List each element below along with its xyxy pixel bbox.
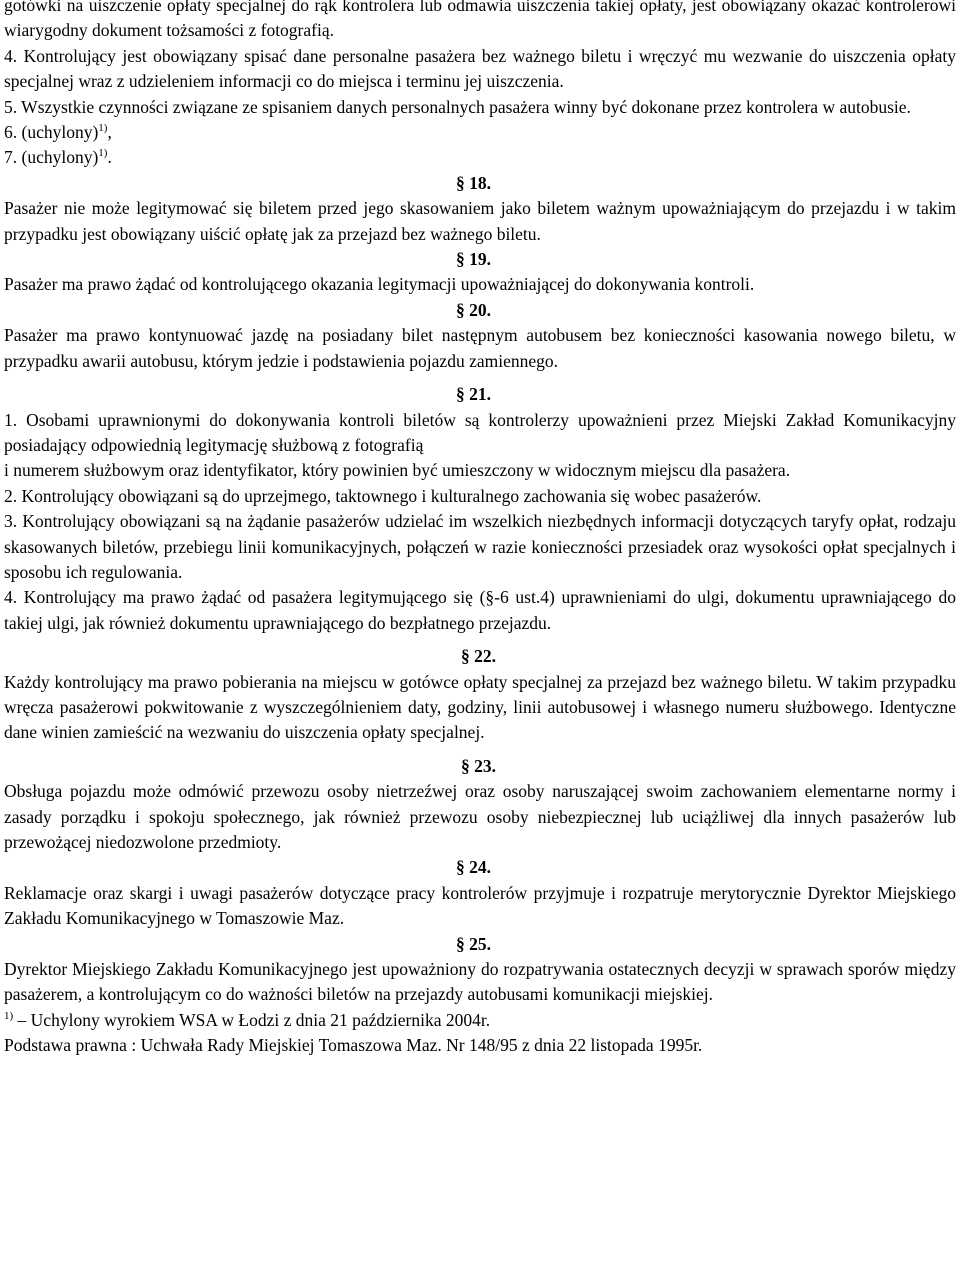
legal-basis: Podstawa prawna : Uchwała Rady Miejskiej Tomaszowa Maz. Nr 148/95 z dnia 22 listopada 1995r. bbox=[4, 1035, 703, 1056]
footnote-marker: 1) bbox=[4, 1010, 14, 1023]
section-number: 20. bbox=[469, 299, 491, 320]
section-sign-icon: § bbox=[461, 646, 470, 667]
section-sign-icon: § bbox=[456, 384, 465, 405]
section-sign-icon: § bbox=[456, 299, 465, 320]
section-heading-23 bbox=[4, 754, 956, 779]
section-number: 24. bbox=[469, 857, 491, 878]
intro-item-6-end: , bbox=[107, 122, 112, 143]
section-21-item-2: 2. Kontrolujący obowiązani są do uprzejmego, taktownego i kulturalnego zachowania się wobec pasażerów. bbox=[4, 485, 762, 506]
section-sign-icon: § bbox=[456, 249, 465, 270]
section-sign-icon: § bbox=[461, 755, 470, 776]
section-number: 23. bbox=[474, 755, 496, 776]
intro-item-7 bbox=[4, 145, 956, 170]
footnote-text: – Uchylony wyrokiem WSA w Łodzi z dnia 21 października 2004r. bbox=[13, 1009, 491, 1030]
footnote-ref: 1) bbox=[98, 122, 108, 135]
section-22-text: Każdy kontrolujący ma prawo pobierania na miejscu w gotówce opłaty specjalnej za przejazd bez ważnego biletu. W takim przypadku wręcza pasażerowi pokwitowanie z wyszczególnieniem daty, godziny, linii autobusowej i własnego numeru służbowego. Identyczne dane winien zamieścić na wezwaniu do uiszczenia opłaty specjalnej. bbox=[4, 671, 956, 743]
intro-item-5: 5. Wszystkie czynności związane ze spisaniem danych personalnych pasażera winny być dokonane przez kontrolera w autobusie. bbox=[4, 96, 911, 117]
section-heading-19 bbox=[4, 247, 956, 272]
section-sign-icon: § bbox=[456, 933, 465, 954]
section-heading-21 bbox=[4, 382, 956, 407]
section-heading-24 bbox=[4, 855, 956, 880]
section-24-text: Reklamacje oraz skargi i uwagi pasażerów dotyczące pracy kontrolerów przyjmuje i rozpatruje merytorycznie Dyrektor Miejskiego Zakładu Komunikacyjnego w Tomaszowie Maz. bbox=[4, 882, 956, 929]
section-heading-22 bbox=[4, 644, 956, 669]
section-23-text: Obsługa pojazdu może odmówić przewozu osoby nietrzeźwej oraz osoby naruszającej swoim zachowaniem elementarne normy i zasady porządku i spokoju społecznego, jak również przewozu osoby niebezpiecznej lub uciążliwej dla innych pasażerów lub przewożącej niedozwolone przedmioty. bbox=[4, 781, 956, 852]
section-18-text: Pasażer nie może legitymować się biletem przed jego skasowaniem jako biletem ważnym upoważniającym do przejazdu i w takim przypadku jest obowiązany uiścić opłatę jak za przejazd bez ważnego biletu. bbox=[4, 198, 956, 244]
footnote-ref: 1) bbox=[98, 147, 108, 160]
section-sign-icon: § bbox=[456, 857, 465, 878]
section-heading-25 bbox=[4, 932, 956, 957]
section-21-item-1a: 1. Osobami uprawnionymi do dokonywania kontroli biletów są kontrolerzy upoważnieni przez Miejski Zakład Komunikacyjny posiadający odpowiednią legitymację służbową z fotografią bbox=[4, 409, 956, 455]
footnote bbox=[4, 1008, 956, 1033]
intro-item-6-text: 6. (uchylony) bbox=[4, 122, 99, 143]
section-number: 18. bbox=[469, 172, 491, 193]
section-heading-20 bbox=[4, 298, 956, 323]
intro-continuation: gotówki na uiszczenie opłaty specjalnej do rąk kontrolera lub odmawia uiszczenia takiej opłaty, jest obowiązany okazać kontrolerowi wiarygodny dokument tożsamości z fotografią. bbox=[4, 0, 956, 41]
section-number: 19. bbox=[469, 249, 491, 270]
section-sign-icon: § bbox=[456, 172, 465, 193]
section-21-item-3: 3. Kontrolujący obowiązani są na żądanie pasażerów udzielać im wszelkich niezbędnych informacji dotyczących taryfy opłat, rodzaju skasowanych biletów, przebiegu linii komunikacyjnych, połączeń w razie konieczności przesiadek oraz wysokości opłat specjalnych i sposobu ich regulowania. bbox=[4, 511, 956, 582]
section-number: 21. bbox=[469, 384, 491, 405]
intro-item-7-text: 7. (uchylony) bbox=[4, 147, 99, 168]
intro-item-4: 4. Kontrolujący jest obowiązany spisać dane personalne pasażera bez ważnego biletu i wręczyć mu wezwanie do uiszczenia opłaty specjalnej wraz z udzieleniem informacji co do miejsca i terminu jej uiszczenia. bbox=[4, 45, 956, 92]
section-heading-18 bbox=[4, 171, 956, 196]
section-25-text: Dyrektor Miejskiego Zakładu Komunikacyjnego jest upoważniony do rozpatrywania ostatecznych decyzji w sprawach sporów między pasażerem, a kontrolującym co do ważności biletów na przejazdy autobusami komunikacji miejskiej. bbox=[4, 959, 956, 1005]
intro-item-7-end: . bbox=[107, 147, 112, 168]
section-20-text: Pasażer ma prawo kontynuować jazdę na posiadany bilet następnym autobusem bez konieczności kasowania nowego biletu, w przypadku awarii autobusu, którym jedzie i podstawienia pojazdu zamiennego. bbox=[4, 325, 956, 371]
section-number: 25. bbox=[469, 933, 491, 954]
section-number: 22. bbox=[474, 646, 496, 667]
section-21-item-4: 4. Kontrolujący ma prawo żądać od pasażera legitymującego się (§-6 ust.4) uprawnieniami do ulgi, dokumentu uprawniającego do takiej ulgi, jak również dokumentu uprawniającego do bezpłatnego przejazdu. bbox=[4, 587, 956, 633]
intro-item-6 bbox=[4, 120, 956, 145]
section-19-text: Pasażer ma prawo żądać od kontrolującego okazania legitymacji upoważniającej do dokonywania kontroli. bbox=[4, 274, 755, 295]
section-21-item-1b: i numerem służbowym oraz identyfikator, który powinien być umieszczony w widocznym miejscu dla pasażera. bbox=[4, 460, 791, 481]
